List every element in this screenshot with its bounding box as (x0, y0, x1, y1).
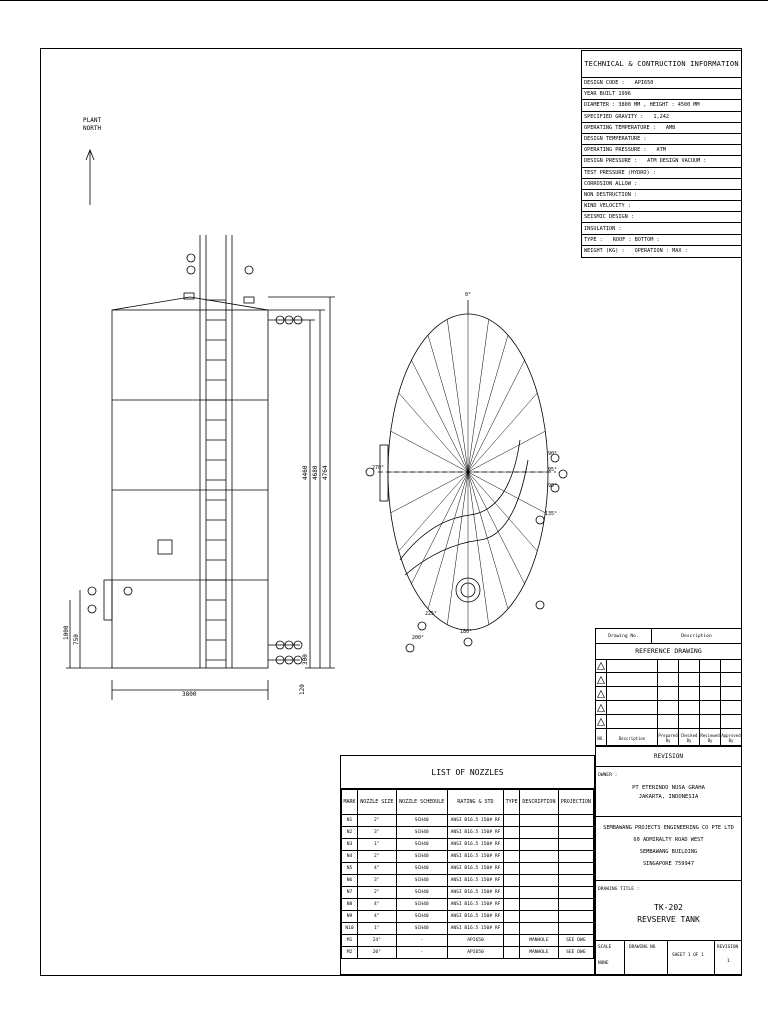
table-row (342, 923, 594, 935)
table-row (342, 851, 594, 863)
table-row (342, 863, 594, 875)
nozzle-header-cell: MARK (342, 790, 358, 815)
nozzle-cell: 2" (358, 887, 397, 899)
roof-rafter (468, 472, 537, 551)
nozzle-cell: N3 (342, 839, 358, 851)
drawing-title-line-2: REVSERVE TANK (637, 915, 700, 924)
ref-no-label: NO. (596, 729, 607, 747)
nozzle-cell (520, 899, 559, 911)
tech-info-value: ATM DESIGN VACUUM : (647, 158, 707, 165)
plan-e2-label: 95° (548, 467, 558, 473)
nozzle-header-cell: TYPE (504, 790, 520, 815)
nozzle-header-cell: DESCRIPTION (520, 790, 559, 815)
tech-info-value: ROOF : BOTTOM : (612, 236, 660, 243)
tech-info-value: OPERATION : MAX : (634, 248, 688, 255)
tech-info-label: DESIGN TEMPERATURE : (584, 136, 647, 143)
nozzle-cell (504, 923, 520, 935)
nozzle-cell: ANSI B16.5 150# RF (447, 863, 503, 875)
nozzle-cell (520, 923, 559, 935)
nozzle-cell: M1 (342, 935, 358, 947)
plan-north-label: 0° (465, 292, 472, 298)
ref-row (596, 715, 741, 729)
nozzle-cell: SEE DWG (558, 947, 593, 959)
plan-west-flange (380, 445, 388, 501)
tech-info-value: AMB (665, 124, 676, 131)
title-block (595, 746, 742, 975)
plan-sw-label: 225° (425, 611, 438, 617)
plan-se-label: 135° (545, 511, 558, 517)
nozzle-cell: ANSI B16.5 150# RF (447, 887, 503, 899)
plan-ssw-label: 200° (412, 635, 425, 641)
table-row (342, 815, 594, 827)
nozzle-cell: 4" (358, 899, 397, 911)
nozzle-cell: API650 (447, 935, 503, 947)
table-row (342, 839, 594, 851)
ref-desc-label: Description (607, 729, 658, 747)
nozzle-cell: - (396, 947, 447, 959)
owner-label: OWNER : (598, 773, 618, 778)
roof-rafter (468, 335, 508, 472)
nozzle-header-cell: NOZZLE SCHEDULE (396, 790, 447, 815)
drawing-title-line-1: TK-202 (654, 903, 683, 912)
nozzle-cell: SCH40 (396, 887, 447, 899)
dim-4680-label: 4680 (312, 465, 319, 480)
drawing-title-label: DRAWING TITLE : (598, 887, 640, 892)
nozzle-cell: 24" (358, 935, 397, 947)
nozzle-cell (504, 815, 520, 827)
roof-rafter (428, 335, 468, 472)
nozzle-cell (558, 863, 593, 875)
table-row (342, 887, 594, 899)
revision-value: 1 (727, 959, 730, 964)
nozzle-cell (558, 827, 593, 839)
tech-info-label: CORROSION ALLOW : (584, 180, 638, 187)
nozzle-cell: N2 (342, 827, 358, 839)
nozzle-cell (520, 887, 559, 899)
ref-row (596, 687, 741, 701)
nozzle-cell (504, 863, 520, 875)
nozzle-cell: SCH40 (396, 899, 447, 911)
table-row (342, 899, 594, 911)
dim-1000-label: 1000 (63, 625, 70, 640)
nozzle-cell: ANSI B16.5 150# RF (447, 875, 503, 887)
nozzle-cell (504, 911, 520, 923)
revision-triangle-icon (597, 690, 605, 698)
sheet-info-row (596, 941, 741, 976)
nozzle-cell: N1 (342, 815, 358, 827)
ref-col-drawing-no: Drawing No. (596, 629, 652, 643)
table-row (342, 935, 594, 947)
owner-line-1: PT ETERINDO NUSA GRAHA (632, 785, 705, 791)
roof-rafter (468, 319, 489, 472)
nozzle-cell: 3" (358, 827, 397, 839)
tech-info-value: ATM (656, 147, 666, 154)
tech-info-value: 1,242 (653, 113, 669, 120)
ref-approved: Approved By (721, 733, 741, 743)
dim-width-label: 3800 (182, 691, 197, 698)
nozzle-cell (558, 911, 593, 923)
nozzle-cell (558, 815, 593, 827)
nozzle-cell: 1" (358, 923, 397, 935)
nozzle-header-cell: NOZZLE SIZE (358, 790, 397, 815)
nozzle-cell (520, 863, 559, 875)
nozzle-cell (504, 851, 520, 863)
nozzle-cell (520, 875, 559, 887)
ref-row (596, 673, 741, 687)
roof-vent (244, 297, 254, 303)
nozzle-cell: 2" (358, 851, 397, 863)
nozzle-cell (558, 887, 593, 899)
nozzle-cell: SCH40 (396, 923, 447, 935)
nozzle-cell: SCH40 (396, 851, 447, 863)
north-label-2: NORTH (83, 125, 102, 132)
contractor-line-4: SINGAPORE 759947 (642, 861, 695, 867)
nozzle-cell: N6 (342, 875, 358, 887)
tech-info-label: DIAMETER : 3800 MM , HEIGHT : 4500 MM (584, 102, 700, 109)
nozzle-cell: SCH40 (396, 863, 447, 875)
nozzle-cell (504, 839, 520, 851)
revision-triangle-icon (597, 718, 605, 726)
nozzle-cell: N9 (342, 911, 358, 923)
nozzle-cell (558, 899, 593, 911)
roof-rafter (428, 472, 468, 609)
tech-info-label: OPERATING PRESSURE : (584, 147, 647, 154)
nozzle-cell: ANSI B16.5 150# RF (447, 815, 503, 827)
nozzle-cell (520, 839, 559, 851)
roof-rafter (399, 393, 468, 472)
table-row (342, 875, 594, 887)
nozzle-cell (520, 851, 559, 863)
nozzle-cell: ANSI B16.5 150# RF (447, 839, 503, 851)
ref-checked: Checked By (679, 729, 700, 747)
plan-e3-label: 90° (548, 483, 558, 489)
drawing-no-label: DRAWING NO (629, 945, 656, 950)
nozzle-header-cell: PROJECTION (558, 790, 593, 815)
dim-120-label: 120 (299, 684, 306, 695)
roof-rafter (468, 472, 525, 584)
roof-rafter (468, 393, 537, 472)
ref-row (596, 659, 741, 673)
nozzle-cell (520, 911, 559, 923)
nozzle-cell (504, 875, 520, 887)
shell-manway (158, 540, 172, 554)
nozzle-cell: 20" (358, 947, 397, 959)
tech-info-label: DESIGN CODE : (584, 80, 625, 87)
nozzle-cell: MANHOLE (520, 935, 559, 947)
tech-info-label: TYPE : (584, 236, 603, 243)
nozzle-cell: N10 (342, 923, 358, 935)
nozzle-cell: SCH40 (396, 875, 447, 887)
roof-rafter (468, 431, 545, 472)
contractor-box (596, 817, 741, 881)
tech-info-label: SEISMIC DESIGN : (584, 214, 634, 221)
nozzle-cell (520, 827, 559, 839)
nozzle-list-title: LIST OF NOZZLES (341, 756, 594, 789)
revision-triangle-icon (597, 662, 605, 670)
nozzle-cell: N5 (342, 863, 358, 875)
ref-prepared: Prepared By (658, 729, 679, 747)
tech-info-label: SPECIFIED GRAVITY : (584, 113, 644, 120)
tech-info-label: NON DESTRUCTION : (584, 191, 638, 198)
roof-rafter (468, 360, 525, 472)
tech-info-value: API650 (634, 80, 654, 87)
nozzle-cell: 1" (358, 839, 397, 851)
revision-triangle-icon (597, 676, 605, 684)
plan-s-label: 180° (460, 629, 473, 635)
owner-box (596, 767, 741, 817)
nozzle-cell: N4 (342, 851, 358, 863)
ref-reviewed: Reviewed By (700, 729, 721, 747)
nozzle-cell: 4" (358, 863, 397, 875)
revision-triangle-icon (597, 704, 605, 712)
contractor-line-3: SEMBAWANG BUILDING (639, 849, 698, 855)
roof-rafter (391, 431, 468, 472)
nozzle-cell (504, 887, 520, 899)
nozzle-cell (504, 827, 520, 839)
nozzle-list-block (340, 755, 595, 975)
nozzle-cell: N8 (342, 899, 358, 911)
dim-4764-label: 4764 (322, 465, 329, 480)
ladder-rungs (206, 300, 226, 660)
nozzle-cell: 4" (358, 911, 397, 923)
tank-shell (112, 310, 268, 668)
left-flange (104, 580, 112, 620)
roof-rafter (468, 472, 545, 513)
contractor-line-1: SEMBAWANG PROJECTS ENGINEERING CO PTE LTD (603, 825, 734, 831)
tech-info-label: DESIGN PRESSURE : (584, 158, 638, 165)
tech-info-label: WIND VELOCITY : (584, 203, 631, 210)
nozzle-cell (520, 815, 559, 827)
nozzle-cell (558, 875, 593, 887)
tech-info-label: OPERATING TEMPERATURE : (584, 124, 656, 131)
ref-col-description: Description (681, 633, 712, 639)
nozzle-cell (558, 851, 593, 863)
nozzle-cell: SCH40 (396, 839, 447, 851)
technical-info-title: TECHNICAL & CONTRUCTION INFORMATION (582, 51, 741, 78)
drawing-title-box (596, 881, 741, 941)
plan-e1-label: 90° (548, 451, 558, 457)
nozzle-cell (558, 923, 593, 935)
roof-rafter (411, 360, 468, 472)
roof-rafter (399, 472, 468, 551)
roof-rafter (468, 472, 508, 609)
revision-label: REVISION (717, 945, 739, 950)
nozzle-cell: M2 (342, 947, 358, 959)
roof-rafter (447, 319, 468, 472)
contractor-line-2: 60 ADMIRALTY ROAD WEST (633, 837, 704, 843)
nozzle-cell: ANSI B16.5 150# RF (447, 911, 503, 923)
nozzle-cell: SCH40 (396, 911, 447, 923)
nozzle-cell: MANHOLE (520, 947, 559, 959)
nozzle-cell (504, 947, 520, 959)
nozzle-cell (504, 899, 520, 911)
table-row (342, 947, 594, 959)
reference-drawing-block (595, 628, 742, 746)
scale-value: NONE (598, 961, 609, 966)
nozzle-cell: ANSI B16.5 150# RF (447, 851, 503, 863)
nozzle-cell: N7 (342, 887, 358, 899)
nozzle-cell: - (396, 935, 447, 947)
table-row (342, 827, 594, 839)
roof-rafter (391, 472, 468, 513)
dim-750-label: 750 (73, 634, 80, 645)
nozzle-cell (558, 839, 593, 851)
nozzle-table (341, 789, 594, 959)
north-label-1: PLANT (83, 117, 102, 124)
tech-info-label: YEAR BUILT 1996 (584, 91, 631, 98)
ref-title: REFERENCE DRAWING (596, 643, 741, 660)
tech-info-label: WEIGHT (KG) : (584, 248, 625, 255)
ref-row (596, 701, 741, 715)
scale-label: SCALE (598, 945, 612, 950)
nozzle-cell: 3" (358, 875, 397, 887)
tech-info-label: TEST PRESSURE (HYDRO) : (584, 169, 656, 176)
nozzle-cell: 2" (358, 815, 397, 827)
revision-heading: REVISION (596, 747, 741, 767)
plan-west-label: 270° (372, 465, 385, 471)
roof-rafter (411, 472, 468, 584)
nozzle-cell: ANSI B16.5 150# RF (447, 827, 503, 839)
table-row (342, 911, 594, 923)
nozzle-cell: ANSI B16.5 150# RF (447, 899, 503, 911)
tech-info-label: INSULATION : (584, 225, 622, 232)
nozzle-cell: SEE DWG (558, 935, 593, 947)
nozzle-cell: SCH40 (396, 827, 447, 839)
dim-4460-label: 4460 (302, 465, 309, 480)
sheet-count: SHEET 1 OF 1 (672, 953, 704, 958)
nozzle-cell: ANSI B16.5 150# RF (447, 923, 503, 935)
owner-line-2: JAKARTA, INDONESIA (638, 794, 699, 800)
nozzle-cell: API650 (447, 947, 503, 959)
nozzle-cell (504, 935, 520, 947)
nozzle-header-cell: RATING & STD (447, 790, 503, 815)
dim-300-label: 300 (302, 654, 309, 665)
nozzle-cell: SCH40 (396, 815, 447, 827)
